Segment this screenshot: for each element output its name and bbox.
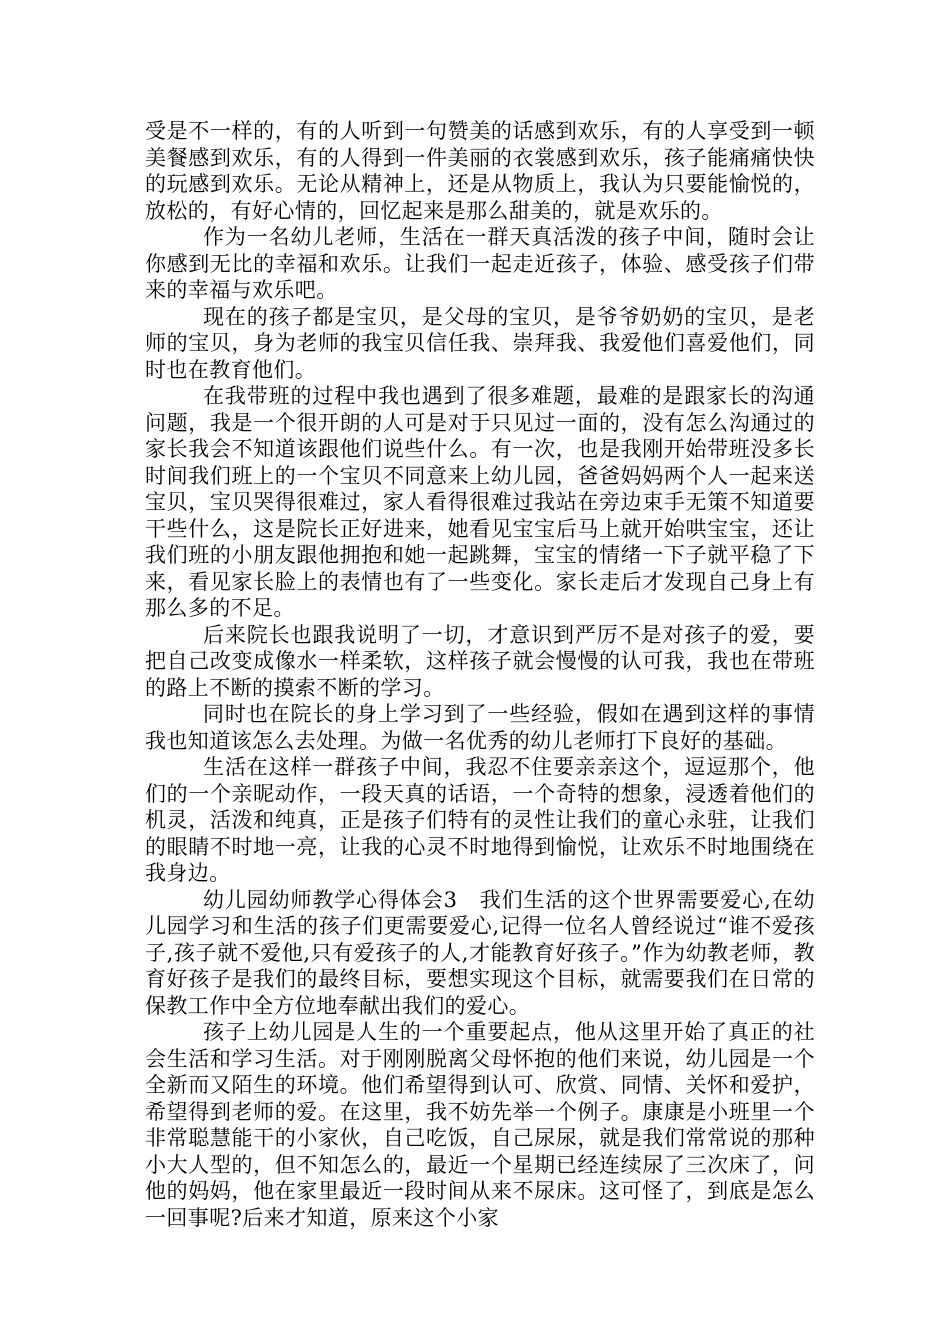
paragraph-learning-experience: 同时也在院长的身上学习到了一些经验，假如在遇到这样的事情我也知道该怎么去处理。为做一名优秀的幼儿老师打下良好的基础。 [145, 702, 815, 753]
paragraph-teacher-joy: 作为一名幼儿老师，生活在一群天真活泼的孩子中间，随时会让你感到无比的幸福和欢乐。让我们一起走近孩子，体验、感受孩子们带来的幸福与欢乐吧。 [145, 225, 815, 302]
paragraph-kindergarten-start: 孩子上幼儿园是人生的一个重要起点，他从这里开始了真正的社会生活和学习生活。对于刚刚脱离父母怀抱的他们来说，幼儿园是一个全新而又陌生的环境。他们希望得到认可、欣赏、同情、关怀和爱护，希望得到老师的爱。在这里，我不妨先举一个例子。康康是小班里一个非常聪慧能干的小家伙，自己吃饭，自己尿尿，就是我们常常说的那种小大人型的，但不知怎么的，最近一个星期已经连续尿了三次床了，问他的妈妈，他在家里最近一段时间从来不尿床。这可怪了，到底是怎么一回事呢?后来才知道，原来这个小家 [145, 1020, 815, 1230]
paragraph-among-children: 生活在这样一群孩子中间，我忍不住要亲亲这个，逗逗那个，他们的一个亲昵动作，一段天真的话语，一个奇特的想象，浸透着他们的机灵，活泼和纯真，正是孩子们特有的灵性让我们的童心永驻，让我们的眼睛不时地一亮，让我的心灵不时地得到愉悦，让欢乐不时地围绕在我身边。 [145, 755, 815, 885]
paragraph-continuation: 受是不一样的，有的人听到一句赞美的话感到欢乐，有的人享受到一顿美餐感到欢乐，有的人得到一件美丽的衣裳感到欢乐，孩子能痛痛快快的玩感到欢乐。无论从精神上，还是从物质上，我认为只要能愉悦的，放松的，有好心情的，回忆起来是那么甜美的，就是欢乐的。 [145, 119, 815, 223]
paragraph-parent-communication: 在我带班的过程中我也遇到了很多难题，最难的是跟家长的沟通问题，我是一个很开朗的人可是对于只见过一面的，没有怎么沟通过的家长我会不知道该跟他们说些什么。有一次，也是我刚开始带班没多长时间我们班上的一个宝贝不同意来上幼儿园，爸爸妈妈两个人一起来送宝贝，宝贝哭得很难过，家人看得很难过我站在旁边束手无策不知道要干些什么，这是院长正好进来，她看见宝宝后马上就开始哄宝宝，还让我们班的小朋友跟他拥抱和她一起跳舞，宝宝的情绪一下子就平稳了下来，看见家长脸上的表情也有了一些变化。家长走后才发现自己身上有那么多的不足。 [145, 384, 815, 620]
document-page [145, 118, 815, 1231]
paragraph-children-treasures: 现在的孩子都是宝贝，是父母的宝贝，是爷爷奶奶的宝贝，是老师的宝贝，身为老师的我宝贝信任我、崇拜我、我爱他们喜爱他们，同时也在教育他们。 [145, 304, 815, 382]
paragraph-section-3: 幼儿园幼师教学心得体会3 我们生活的这个世界需要爱心,在幼儿园学习和生活的孩子们更需要爱心,记得一位名人曾经说过“谁不爱孩子,孩子就不爱他,只有爱孩子的人,才能教育好孩子。”作为幼教老师，教育好孩子是我们的最终目标，要想实现这个目标，就需要我们在日常的保教工作中全方位地奉献出我们的爱心。 [145, 887, 815, 1018]
paragraph-principal-advice: 后来院长也跟我说明了一切，才意识到严厉不是对孩子的爱，要把自己改变成像水一样柔软，这样孩子就会慢慢的认可我，我也在带班的路上不断的摸索不断的学习。 [145, 622, 815, 700]
